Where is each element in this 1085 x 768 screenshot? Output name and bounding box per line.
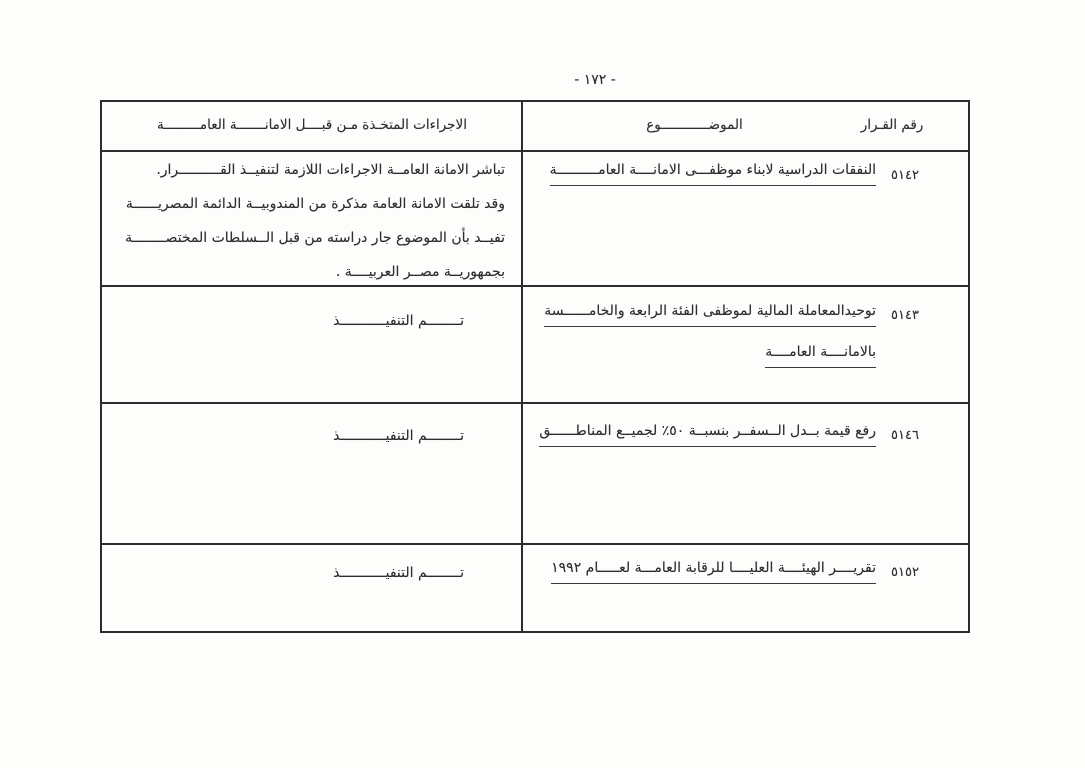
decision-number: ٥١٤٣	[891, 308, 919, 323]
decision-number: ٥١٥٢	[891, 565, 919, 580]
actions-cell: تــــــــم التنفيـــــــــــذ	[333, 565, 464, 581]
subject-line: النفقات الدراسية لابناء موظفـــى الامانــــة العامــــــــــة	[550, 160, 876, 186]
decision-number: ٥١٤٢	[891, 168, 919, 183]
header-actions-column: الاجراءات المتخـذة مـن قبــــل الامانـــــــة العامـــــــــة	[157, 117, 467, 133]
actions-cell: تــــــــم التنفيـــــــــــذ	[333, 313, 464, 329]
decisions-table	[100, 100, 970, 633]
row-divider-3	[102, 543, 968, 545]
subject-cell	[544, 301, 876, 327]
page-number: - ١٧٢ -	[574, 72, 616, 88]
header-subject-column: الموضــــــــــــوع	[646, 117, 743, 133]
decision-number: ٥١٤٦	[891, 428, 919, 443]
subject-cell	[550, 160, 876, 186]
subject-line: بالامانــــة العامــــة	[765, 342, 876, 368]
actions-cell: تــــــــم التنفيـــــــــــذ	[333, 428, 464, 444]
action-line: تباشر الامانة العامــة الاجراءات اللازمة لتنفيــذ القــــــــــرار.	[156, 162, 505, 178]
header-decision-number-column: رقم القـرار	[860, 117, 924, 133]
actions-cell	[125, 160, 505, 296]
action-line: تفيــد بأن الموضوع جار دراسته من قبل الــسلطات المختصــــــــة	[125, 230, 505, 246]
subject-cell	[551, 558, 876, 584]
row-divider-2	[102, 402, 968, 404]
column-divider	[521, 102, 523, 631]
subject-cell	[765, 342, 876, 368]
subject-line: توحيدالمعاملة المالية لموظفى الفئة الرابعة والخامــــــسة	[544, 301, 876, 327]
action-line: وقد تلقت الامانة العامة مذكرة من المندوبيــة الدائمة المصريــــــة	[125, 196, 505, 212]
action-line: بجمهوريــة مصــر العربيــــة .	[335, 264, 505, 280]
subject-cell	[539, 421, 876, 447]
subject-line: تقريــــر الهيئــــة العليــــا للرقابة العامـــة لعـــــام ١٩٩٢	[551, 558, 876, 584]
header-divider	[102, 150, 968, 152]
subject-line: رفع قيمة بــدل الــسفــر بنسبــة ٥٠٪ لجميــع المناطــــــق	[539, 421, 876, 447]
